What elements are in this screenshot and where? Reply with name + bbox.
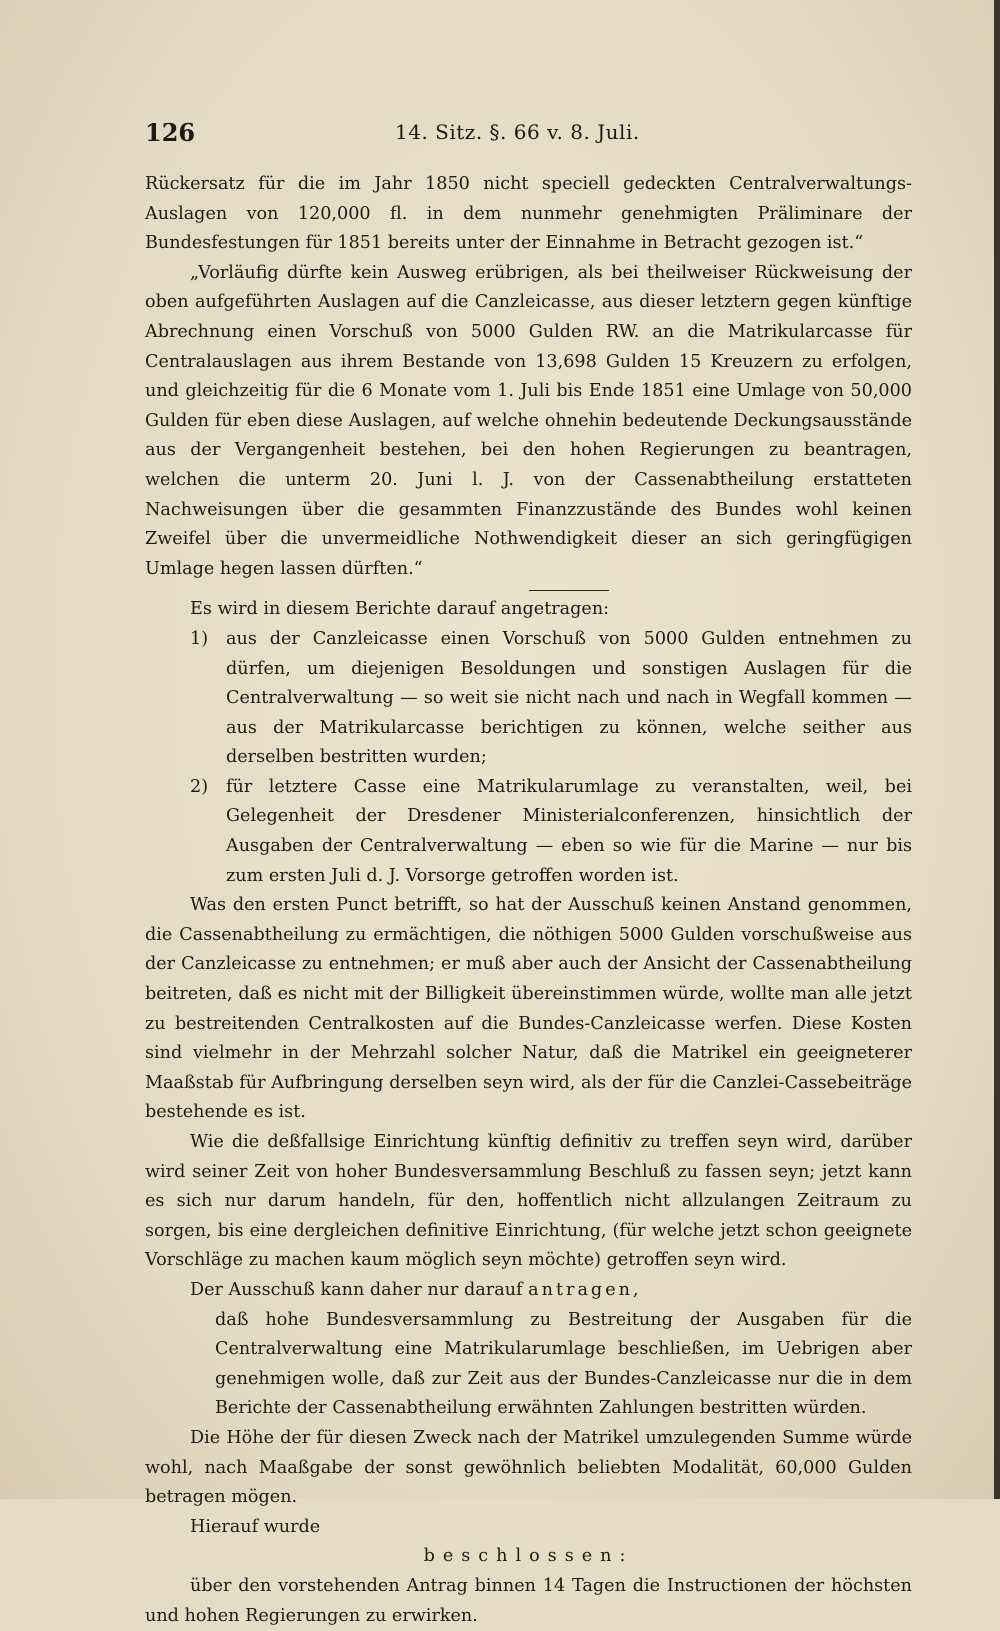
paragraph-1: Rückersatz für die im Jahr 1850 nicht speciell gedeckten Centralverwaltungs-Auslagen von 120,000 fl. in dem nunmehr genehmigten Präliminare der Bundesfestungen für 1851 bereits unter der Einnahme in Betracht gezogen ist.“ — [145, 174, 912, 254]
paragraph-2-quote: „Vorläufig dürfte kein Ausweg erübrigen, als bei theilweiser Rückweisung der oben aufgeführten Auslagen auf die Canzleicasse, aus dieser letztern gegen künftige Abrechnung einen Vorschuß von 5000 Gulden RW. an die Matrikularcasse für Centralauslagen aus ihrem Bestande von 13,698 Gulden 15 Kreuzern zu erfolgen, und gleichzeitig für die 6 Monate vom 1. Juli bis Ende 1851 eine Umlage von 50,000 Gulden für eben diese Auslagen, auf welche ohnehin bedeutende Deckungsausstände aus der Vergangenheit bestehen, bei den hohen Regierungen zu beantragen, welchen die unterm 20. Juni l. J. von der Cassenabtheilung erstatteten Nachweisungen über die gesammten Finanzzustände des Bundes wohl keinen Zweifel über die unvermeidliche Nothwendigkeit dieser an sich geringfügigen Umlage hegen lassen dürften.“ — [145, 262, 912, 579]
paragraph-3: Es wird in diesem Berichte darauf angetragen: — [190, 599, 610, 620]
body-text — [145, 170, 912, 1631]
paragraph-6-emphasis: antragen, — [528, 1279, 642, 1300]
paragraph-8: Die Höhe der für diesen Zweck nach der Matrikel umzulegenden Summe würde wohl, nach Maaßgabe der sonst gewöhnlich beliebten Modalität, 60,000 Gulden betragen mögen. — [145, 1427, 912, 1508]
page-edge-shadow — [994, 0, 1000, 1499]
running-head: 14. Sitz. §. 66 v. 8. Juli. — [395, 120, 640, 144]
separator-rule — [529, 590, 609, 591]
list-item-number: 1) — [190, 628, 209, 649]
list-item-text: für letztere Casse eine Matrikularumlage zu veranstalten, weil, bei Gelegenheit der Dresdener Ministerialconferenzen, hinsichtlich der Ausgaben der Centralverwaltung — eben so wie für die Marine — nur bis zum ersten Juli d. J. Vorsorge getroffen worden ist. — [226, 776, 912, 886]
page-number: 126 — [145, 118, 196, 147]
page-header — [145, 118, 915, 152]
list-item — [190, 625, 912, 773]
resolution-heading: beschlossen: — [423, 1546, 634, 1567]
paragraph-9: Hierauf wurde — [190, 1516, 321, 1537]
paragraph-5: Wie die deßfallsige Einrichtung künftig definitiv zu treffen seyn wird, darüber wird seiner Zeit von hoher Bundesversammlung Beschluß zu fassen seyn; jetzt kann es sich nur darum handeln, für den, hoffentlich nicht allzulangen Zeitraum zu sorgen, bis eine dergleichen definitive Einrichtung, (für welche jetzt schon geeignete Vorschläge zu machen kaum möglich seyn möchte) getroffen seyn wird. — [145, 1132, 912, 1271]
list-item — [190, 773, 912, 891]
list-item-text: aus der Canzleicasse einen Vorschuß von 5000 Gulden entnehmen zu dürfen, um diejenigen Besoldungen und sonstigen Auslagen für die Centralverwaltung — so weit sie nicht nach und nach in Wegfall kommen — aus der Matrikularcasse berichtigen zu können, welche seither aus derselben bestritten wurden; — [226, 628, 912, 768]
paragraph-11: über den vorstehenden Antrag binnen 14 Tagen die Instructionen der höchsten und hohen Regierungen zu erwirken. — [145, 1575, 912, 1626]
paragraph-6-text: Der Ausschuß kann daher nur darauf — [190, 1279, 523, 1300]
paragraph-4: Was den ersten Punct betrifft, so hat der Ausschuß keinen Anstand genommen, die Cassenabtheilung zu ermächtigen, die nöthigen 5000 Gulden vorschußweise aus der Canzleicasse zu entnehmen; er muß aber auch der Ansicht der Cassenabtheilung beitreten, daß es nicht mit der Billigkeit übereinstimmen würde, wollte man alle jetzt zu bestreitenden Centralkosten auf die Bundes-Canzleicasse werfen. Diese Kosten sind vielmehr in der Mehrzahl solcher Natur, daß die Matrikel ein geeigneterer Maaßstab für Aufbringung derselben seyn wird, als der für die Canzlei-Cassebeiträge bestehende es ist. — [145, 895, 912, 1123]
paragraph-7: daß hohe Bundesversammlung zu Bestreitung der Ausgaben für die Centralverwaltung eine Matrikularumlage beschließen, im Uebrigen aber genehmigen wolle, daß zur Zeit aus der Bundes-Canzleicasse nur die in dem Berichte der Cassenabtheilung erwähnten Zahlungen bestritten würden. — [215, 1309, 912, 1419]
proposal-list — [190, 625, 912, 891]
list-item-number: 2) — [190, 776, 209, 797]
paragraph-6 — [145, 1276, 912, 1306]
